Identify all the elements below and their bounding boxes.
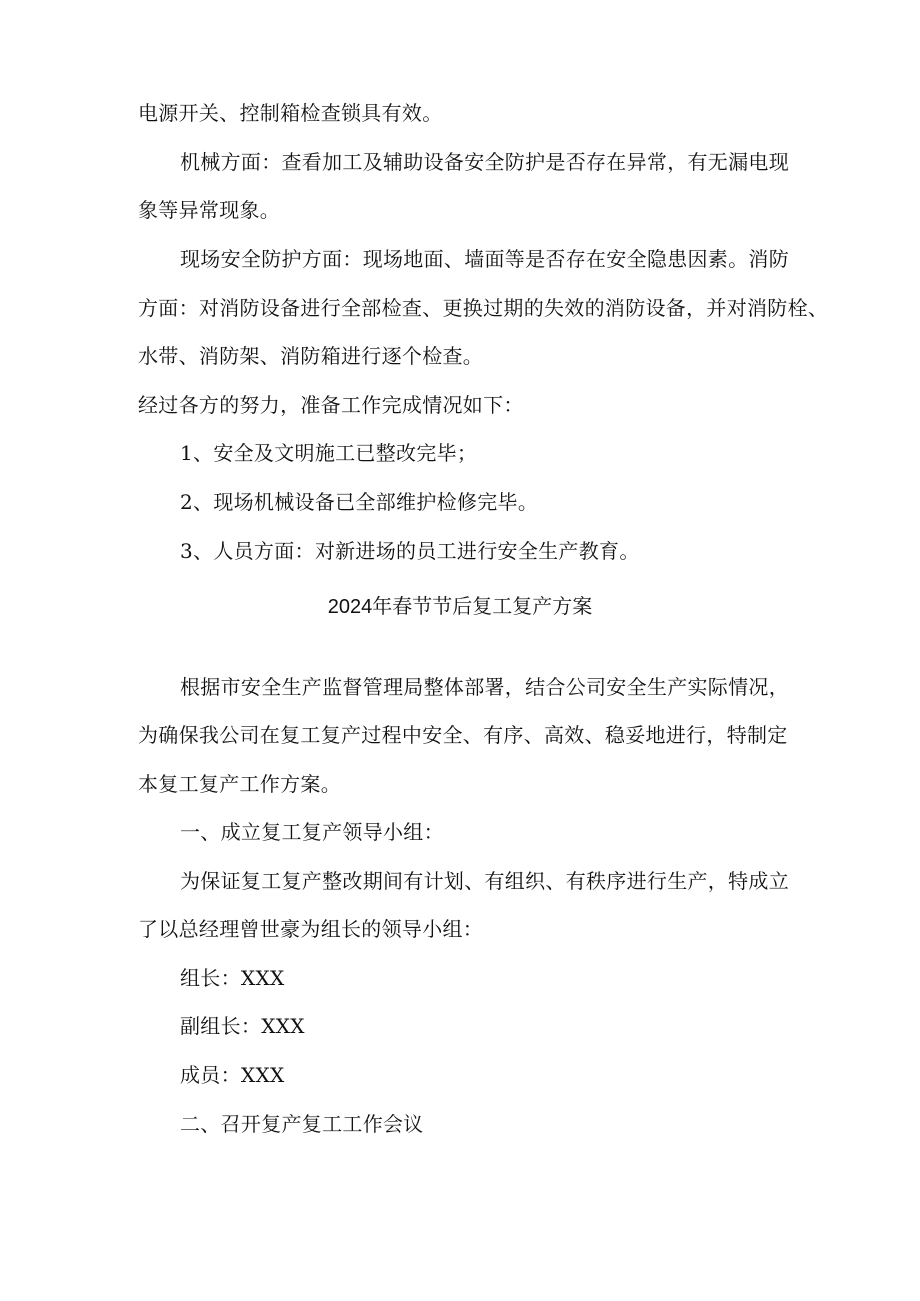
member-line: 副组长：XXX	[180, 1014, 305, 1038]
paragraph-line: 了以总经理曾世豪为组长的领导小组：	[138, 917, 484, 941]
paragraph-line: 机械方面：查看加工及辅助设备安全防护是否存在异常，有无漏电现	[180, 150, 789, 174]
section-heading: 二、召开复产复工工作会议	[180, 1112, 424, 1136]
paragraph-line: 为确保我公司在复工复产过程中安全、有序、高效、稳妥地进行，特制定	[138, 723, 788, 747]
member-line: 组长：XXX	[180, 966, 285, 990]
paragraph-line: 经过各方的努力，准备工作完成情况如下：	[138, 393, 524, 417]
paragraph-line: 本复工复产工作方案。	[138, 772, 341, 796]
list-item: 1、安全及文明施工已整改完毕；	[180, 441, 478, 465]
paragraph-line: 水带、消防架、消防箱进行逐个检查。	[138, 344, 484, 368]
paragraph-line: 象等异常现象。	[138, 198, 281, 222]
paragraph-line: 根据市安全生产监督管理局整体部署，结合公司安全生产实际情况，	[180, 675, 789, 699]
section-heading: 一、成立复工复产领导小组：	[180, 820, 444, 844]
paragraph-line: 现场安全防护方面：现场地面、墙面等是否存在安全隐患因素。消防	[180, 247, 789, 271]
document-title: 2024年春节节后复工复产方案	[327, 596, 593, 618]
paragraph-line: 为保证复工复产整改期间有计划、有组织、有秩序进行生产，特成立	[180, 869, 789, 893]
list-item: 3、人员方面：对新进场的员工进行安全生产教育。	[180, 539, 640, 563]
paragraph-line: 方面：对消防设备进行全部检查、更换过期的失效的消防设备，并对消防栓、	[138, 296, 829, 320]
list-item: 2、现场机械设备已全部维护检修完毕。	[180, 490, 539, 514]
paragraph-line: 电源开关、控制箱检查锁具有效。	[138, 101, 443, 125]
member-line: 成员：XXX	[180, 1063, 285, 1087]
